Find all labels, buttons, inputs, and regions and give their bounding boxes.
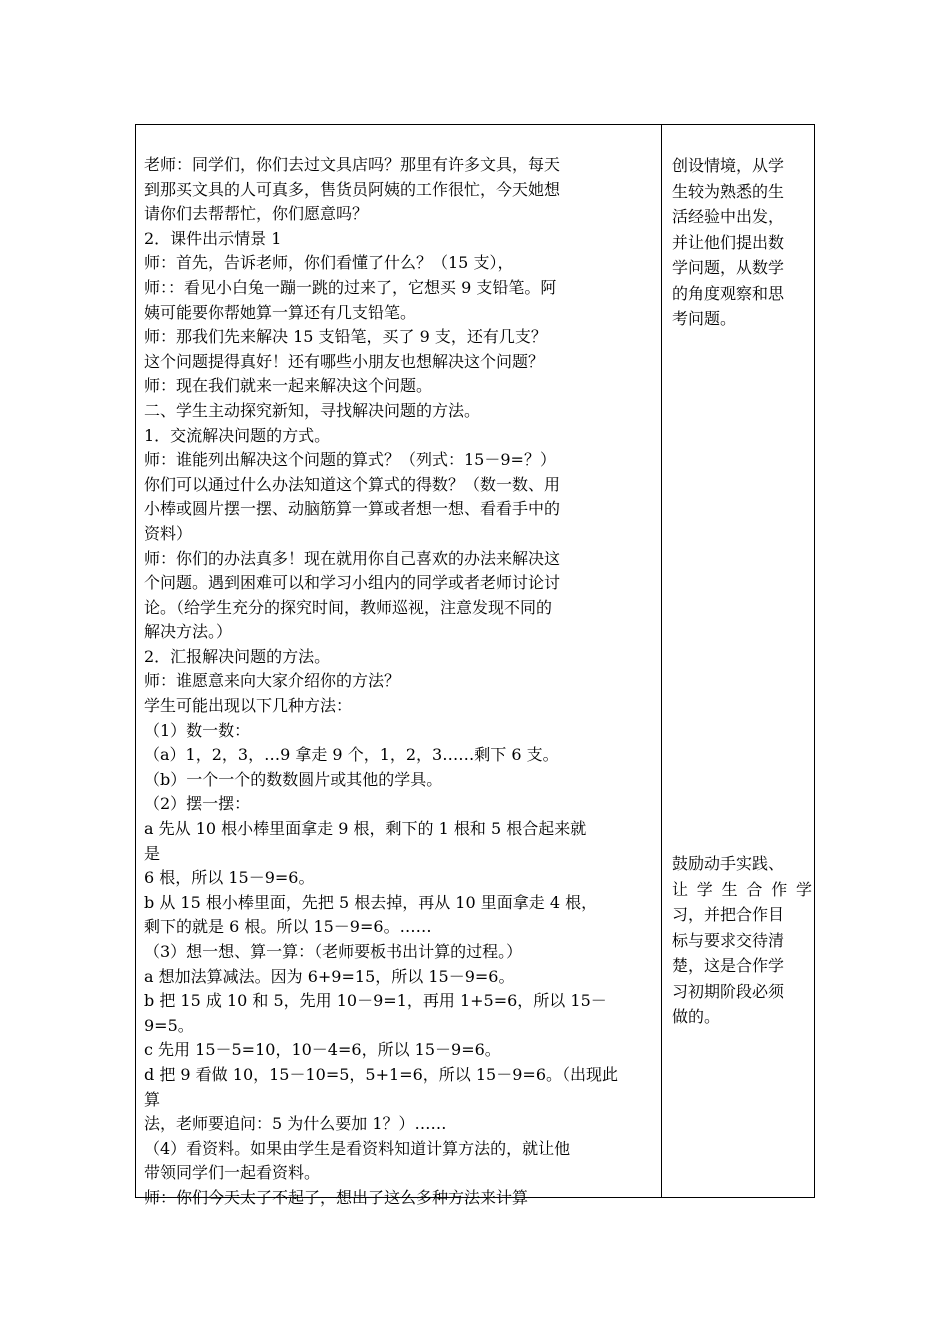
- text-line: 师：谁能列出解决这个问题的算式？（列式：15－9=？）: [144, 450, 556, 470]
- text-line: a 先从 10 根小棒里面拿走 9 根，剩下的 1 根和 5 根合起来就: [144, 819, 587, 839]
- text-line: 到那买文具的人可真多，售货员阿姨的工作很忙，今天她想: [144, 179, 561, 199]
- note-line: 习，并把合作目: [672, 905, 785, 924]
- text-line: 6 根，所以 15－9=6。: [144, 868, 315, 888]
- text-line: 2．课件出示情景 1: [144, 228, 282, 248]
- text-line: 论。（给学生充分的探究时间，教师巡视，注意发现不同的: [144, 597, 553, 617]
- text-line: 是: [144, 843, 161, 863]
- text-line: （2）摆一摆：: [144, 794, 251, 814]
- text-line: （a）1，2，3，…9 拿走 9 个，1，2，3……剩下 6 支。: [144, 745, 559, 765]
- text-line: 请你们去帮帮忙，你们愿意吗？: [144, 204, 369, 224]
- text-line: 师：你们今天太了不起了，想出了这么多种方法来计算: [144, 1187, 529, 1207]
- text-line: 法，老师要追问：5 为什么要加 1？）……: [144, 1114, 447, 1134]
- text-line: 带领同学们一起看资料。: [144, 1163, 321, 1183]
- text-line: 师：谁愿意来向大家介绍你的方法？: [144, 671, 401, 691]
- text-line: （b）一个一个的数数圆片或其他的学具。: [144, 769, 443, 789]
- text-line: 解决方法。）: [144, 622, 233, 642]
- note-line: 楚，这是合作学: [672, 956, 785, 975]
- text-line: c 先用 15－5=10，10－4=6，所以 15－9=6。: [144, 1040, 501, 1060]
- note-line: 让学生合作学: [672, 879, 812, 899]
- text-line: 2．汇报解决问题的方法。: [144, 646, 331, 666]
- text-line: 小棒或圆片摆一摆、动脑筋算一算或者想一想、看看手中的: [144, 499, 561, 519]
- text-line: 师：现在我们就来一起来解决这个问题。: [144, 376, 433, 396]
- note-line: 并让他们提出数: [672, 232, 785, 252]
- note-line: 活经验中出发，: [672, 207, 785, 226]
- text-line: 你们可以通过什么办法知道这个算式的得数？（数一数、用: [144, 474, 561, 494]
- text-line: 师：首先，告诉老师，你们看懂了什么？（15 支），: [144, 253, 514, 273]
- text-line: 师：你们的办法真多！现在就用你自己喜欢的办法来解决这: [144, 548, 561, 568]
- text-line: 9=5。: [144, 1015, 194, 1035]
- text-line: 算: [144, 1089, 161, 1109]
- design-intent-note-2: [672, 851, 812, 1030]
- text-line: d 把 9 看做 10，15－10=5，5+1=6，所以 15－9=6。（出现此: [144, 1064, 618, 1084]
- text-line: 个问题。遇到困难可以和学习小组内的同学或者老师讨论讨: [144, 573, 561, 593]
- text-line: b 从 15 根小棒里面，先把 5 根去掉，再从 10 里面拿走 4 根，: [144, 892, 598, 912]
- note-line: 生较为熟悉的生: [672, 181, 785, 201]
- note-line: 的角度观察和思: [672, 283, 785, 303]
- text-line: 老师：同学们，你们去过文具店吗？那里有许多文具，每天: [144, 155, 561, 174]
- lesson-table: [135, 124, 815, 1207]
- text-line: 这个问题提得真好！还有哪些小朋友也想解决这个问题？: [144, 351, 545, 371]
- text-line: 姨可能要你帮她算一算还有几支铅笔。: [144, 302, 417, 322]
- note-line: 标与要求交待清: [672, 930, 785, 950]
- note-line: 创设情境，从学: [672, 156, 785, 175]
- note-line: 做的。: [672, 1007, 721, 1026]
- text-line: （3）想一想、算一算：（老师要板书出计算的过程。）: [144, 942, 523, 961]
- text-line: 师：那我们先来解决 15 支铅笔，买了 9 支，还有几支？: [144, 327, 547, 347]
- note-line: 习初期阶段必须: [672, 981, 785, 1001]
- text-line: （4）看资料。如果由学生是看资料知道计算方法的，就让他: [144, 1138, 571, 1158]
- text-line: （1）数一数：: [144, 720, 251, 740]
- text-line: 师：：看见小白兔一蹦一跳的过来了，它想买 9 支铅笔。阿: [144, 277, 557, 297]
- column-divider: [661, 125, 662, 1197]
- text-line: 资料）: [144, 523, 193, 543]
- teaching-process-column: [144, 153, 656, 1211]
- note-line: 鼓励动手实践、: [672, 854, 785, 873]
- note-line: 考问题。: [672, 309, 737, 328]
- text-line: 学生可能出现以下几种方法：: [144, 696, 353, 716]
- text-line: a 想加法算减法。因为 6+9=15，所以 15－9=6。: [144, 966, 515, 986]
- text-line: b 把 15 成 10 和 5，先用 10－9=1，再用 1+5=6，所以 15－: [144, 991, 607, 1011]
- note-line: 学问题，从数学: [672, 258, 785, 277]
- text-line: 剩下的就是 6 根。所以 15－9=6。……: [144, 917, 432, 937]
- section-heading: 二、学生主动探究新知，寻找解决问题的方法。: [144, 400, 481, 420]
- design-intent-note-1: [672, 153, 812, 332]
- text-line: 1．交流解决问题的方式。: [144, 425, 331, 445]
